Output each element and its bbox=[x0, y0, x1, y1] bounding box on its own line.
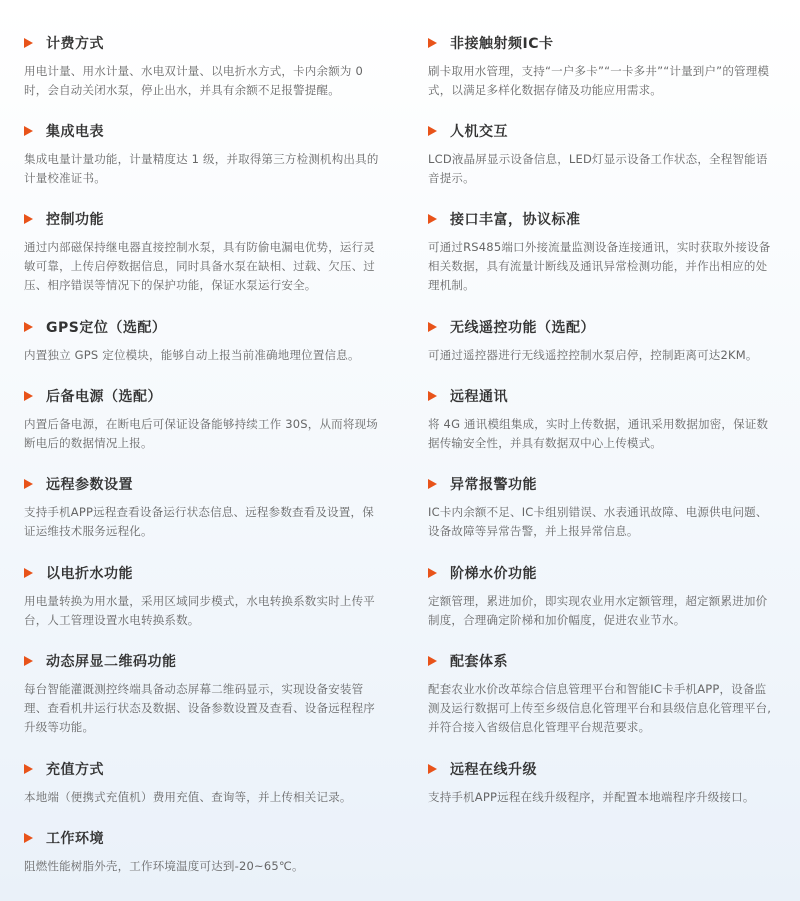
feature-remote-comm bbox=[428, 385, 778, 453]
feature-description: 集成电量计量功能，计量精度达 1 级，并取得第三方检测机构出具的计量校准证书。 bbox=[24, 152, 379, 185]
feature-alarm bbox=[428, 473, 778, 541]
feature-qr-display bbox=[24, 650, 384, 737]
feature-title: 集成电表 bbox=[46, 124, 104, 140]
orange-triangle-icon bbox=[428, 764, 437, 774]
orange-triangle-icon bbox=[428, 656, 437, 666]
orange-triangle-icon bbox=[428, 214, 437, 224]
feature-description: 内置后备电源，在断电后可保证设备能够持续工作 30S，从而将现场断电后的数据情况上报。 bbox=[24, 417, 378, 450]
feature-title: 远程在线升级 bbox=[450, 762, 537, 778]
feature-description: 支持手机APP远程在线升级程序，并配置本地端程序升级接口。 bbox=[428, 790, 755, 804]
feature-description: 将 4G 通讯模组集成，实时上传数据，通讯采用数据加密，保证数据传输安全性，并具有数据双中心上传模式。 bbox=[428, 417, 769, 450]
feature-description: 阻燃性能树脂外壳，工作环境温度可达到-20~65℃。 bbox=[24, 859, 304, 873]
feature-title: 以电折水功能 bbox=[46, 566, 133, 582]
feature-description: 定额管理，累进加价，即实现农业用水定额管理，超定额累进加价制度，合理确定阶梯和加价幅度，促进农业节水。 bbox=[428, 594, 768, 627]
orange-triangle-icon bbox=[24, 214, 33, 224]
orange-triangle-icon bbox=[24, 764, 33, 774]
feature-title: 远程通讯 bbox=[450, 389, 508, 405]
feature-support-system bbox=[428, 650, 778, 737]
feature-title: 人机交互 bbox=[450, 124, 508, 140]
feature-description: 可通过RS485端口外接流量监测设备连接通讯，实时获取外接设备相关数据，具有流量计断线及通讯异常检测功能，并作出相应的处理机制。 bbox=[428, 240, 771, 292]
orange-triangle-icon bbox=[24, 322, 33, 332]
feature-title: 远程参数设置 bbox=[46, 477, 133, 493]
feature-title: 异常报警功能 bbox=[450, 477, 537, 493]
feature-recharge bbox=[24, 758, 384, 807]
feature-description: 支持手机APP远程查看设备运行状态信息、远程参数查看及设置，保证运维技术服务远程化。 bbox=[24, 505, 374, 538]
feature-meter bbox=[24, 120, 384, 188]
feature-backup-power bbox=[24, 385, 384, 453]
feature-description: IC卡内余额不足、IC卡组别错误、水表通讯故障、电源供电问题、设备故障等异常告警，并上报异常信息。 bbox=[428, 505, 768, 538]
feature-title: 阶梯水价功能 bbox=[450, 566, 537, 582]
orange-triangle-icon bbox=[428, 391, 437, 401]
feature-title: 计费方式 bbox=[46, 36, 104, 52]
feature-control bbox=[24, 208, 384, 295]
feature-title: 配套体系 bbox=[450, 654, 508, 670]
feature-description: LCD液晶屏显示设备信息，LED灯显示设备工作状态，全程智能语音提示。 bbox=[428, 152, 768, 185]
feature-description: 用电计量、用水计量、水电双计量、以电折水方式，卡内余额为 0 时，会自动关闭水泵，停止出水，并具有余额不足报警提醒。 bbox=[24, 64, 363, 97]
feature-title: 动态屏显二维码功能 bbox=[46, 654, 177, 670]
feature-title: 控制功能 bbox=[46, 212, 104, 228]
orange-triangle-icon bbox=[428, 38, 437, 48]
feature-gps bbox=[24, 316, 384, 365]
feature-title: 无线遥控功能（选配） bbox=[450, 320, 595, 336]
orange-triangle-icon bbox=[428, 322, 437, 332]
feature-remote-params bbox=[24, 473, 384, 541]
feature-title: 接口丰富，协议标准 bbox=[450, 212, 581, 228]
orange-triangle-icon bbox=[24, 391, 33, 401]
feature-ota-upgrade bbox=[428, 758, 778, 807]
feature-title: GPS定位（选配） bbox=[46, 320, 167, 336]
feature-ic-card bbox=[428, 32, 778, 100]
feature-tiered-pricing bbox=[428, 562, 778, 630]
feature-title: 工作环境 bbox=[46, 831, 104, 847]
feature-interfaces bbox=[428, 208, 778, 295]
feature-wireless-remote bbox=[428, 316, 778, 365]
feature-description: 可通过遥控器进行无线遥控控制水泵启停，控制距离可达2KM。 bbox=[428, 348, 758, 362]
feature-description: 每台智能灌溉测控终端具备动态屏幕二维码显示，实现设备安装管理、查看机井运行状态及数据、设备参数设置及查看、设备远程程序升级等功能。 bbox=[24, 682, 375, 734]
feature-description: 配套农业水价改革综合信息管理平台和智能IC卡手机APP，设备监测及运行数据可上传至乡级信息化管理平台和县级信息化管理平台,并符合接入省级信息化管理平台规范要求。 bbox=[428, 682, 772, 734]
orange-triangle-icon bbox=[428, 479, 437, 489]
orange-triangle-icon bbox=[24, 38, 33, 48]
feature-hmi bbox=[428, 120, 778, 188]
feature-environment bbox=[24, 827, 384, 876]
feature-power-to-water bbox=[24, 562, 384, 630]
feature-description: 通过内部磁保持继电器直接控制水泵，具有防偷电漏电优势，运行灵敏可靠，上传启停数据信息，同时具备水泵在缺相、过载、欠压、过压、相序错误等情况下的保护功能，保证水泵运行安全。 bbox=[24, 240, 375, 292]
feature-billing bbox=[24, 32, 384, 100]
feature-description: 用电量转换为用水量，采用区域同步模式，水电转换系数实时上传平台，人工管理设置水电转换系数。 bbox=[24, 594, 375, 627]
orange-triangle-icon bbox=[24, 568, 33, 578]
feature-title: 后备电源（选配） bbox=[46, 389, 162, 405]
feature-title: 充值方式 bbox=[46, 762, 104, 778]
feature-description: 本地端（便携式充值机）费用充值、查询等，并上传相关记录。 bbox=[24, 790, 352, 804]
orange-triangle-icon bbox=[24, 656, 33, 666]
feature-description: 刷卡取用水管理，支持“一户多卡”“一卡多井”“计量到户”的管理模式，以满足多样化数据存储及功能应用需求。 bbox=[428, 64, 770, 97]
orange-triangle-icon bbox=[24, 126, 33, 136]
feature-description: 内置独立 GPS 定位模块，能够自动上报当前准确地理位置信息。 bbox=[24, 348, 360, 362]
orange-triangle-icon bbox=[24, 479, 33, 489]
orange-triangle-icon bbox=[428, 568, 437, 578]
orange-triangle-icon bbox=[428, 126, 437, 136]
feature-title: 非接触射频IC卡 bbox=[450, 36, 554, 52]
orange-triangle-icon bbox=[24, 833, 33, 843]
